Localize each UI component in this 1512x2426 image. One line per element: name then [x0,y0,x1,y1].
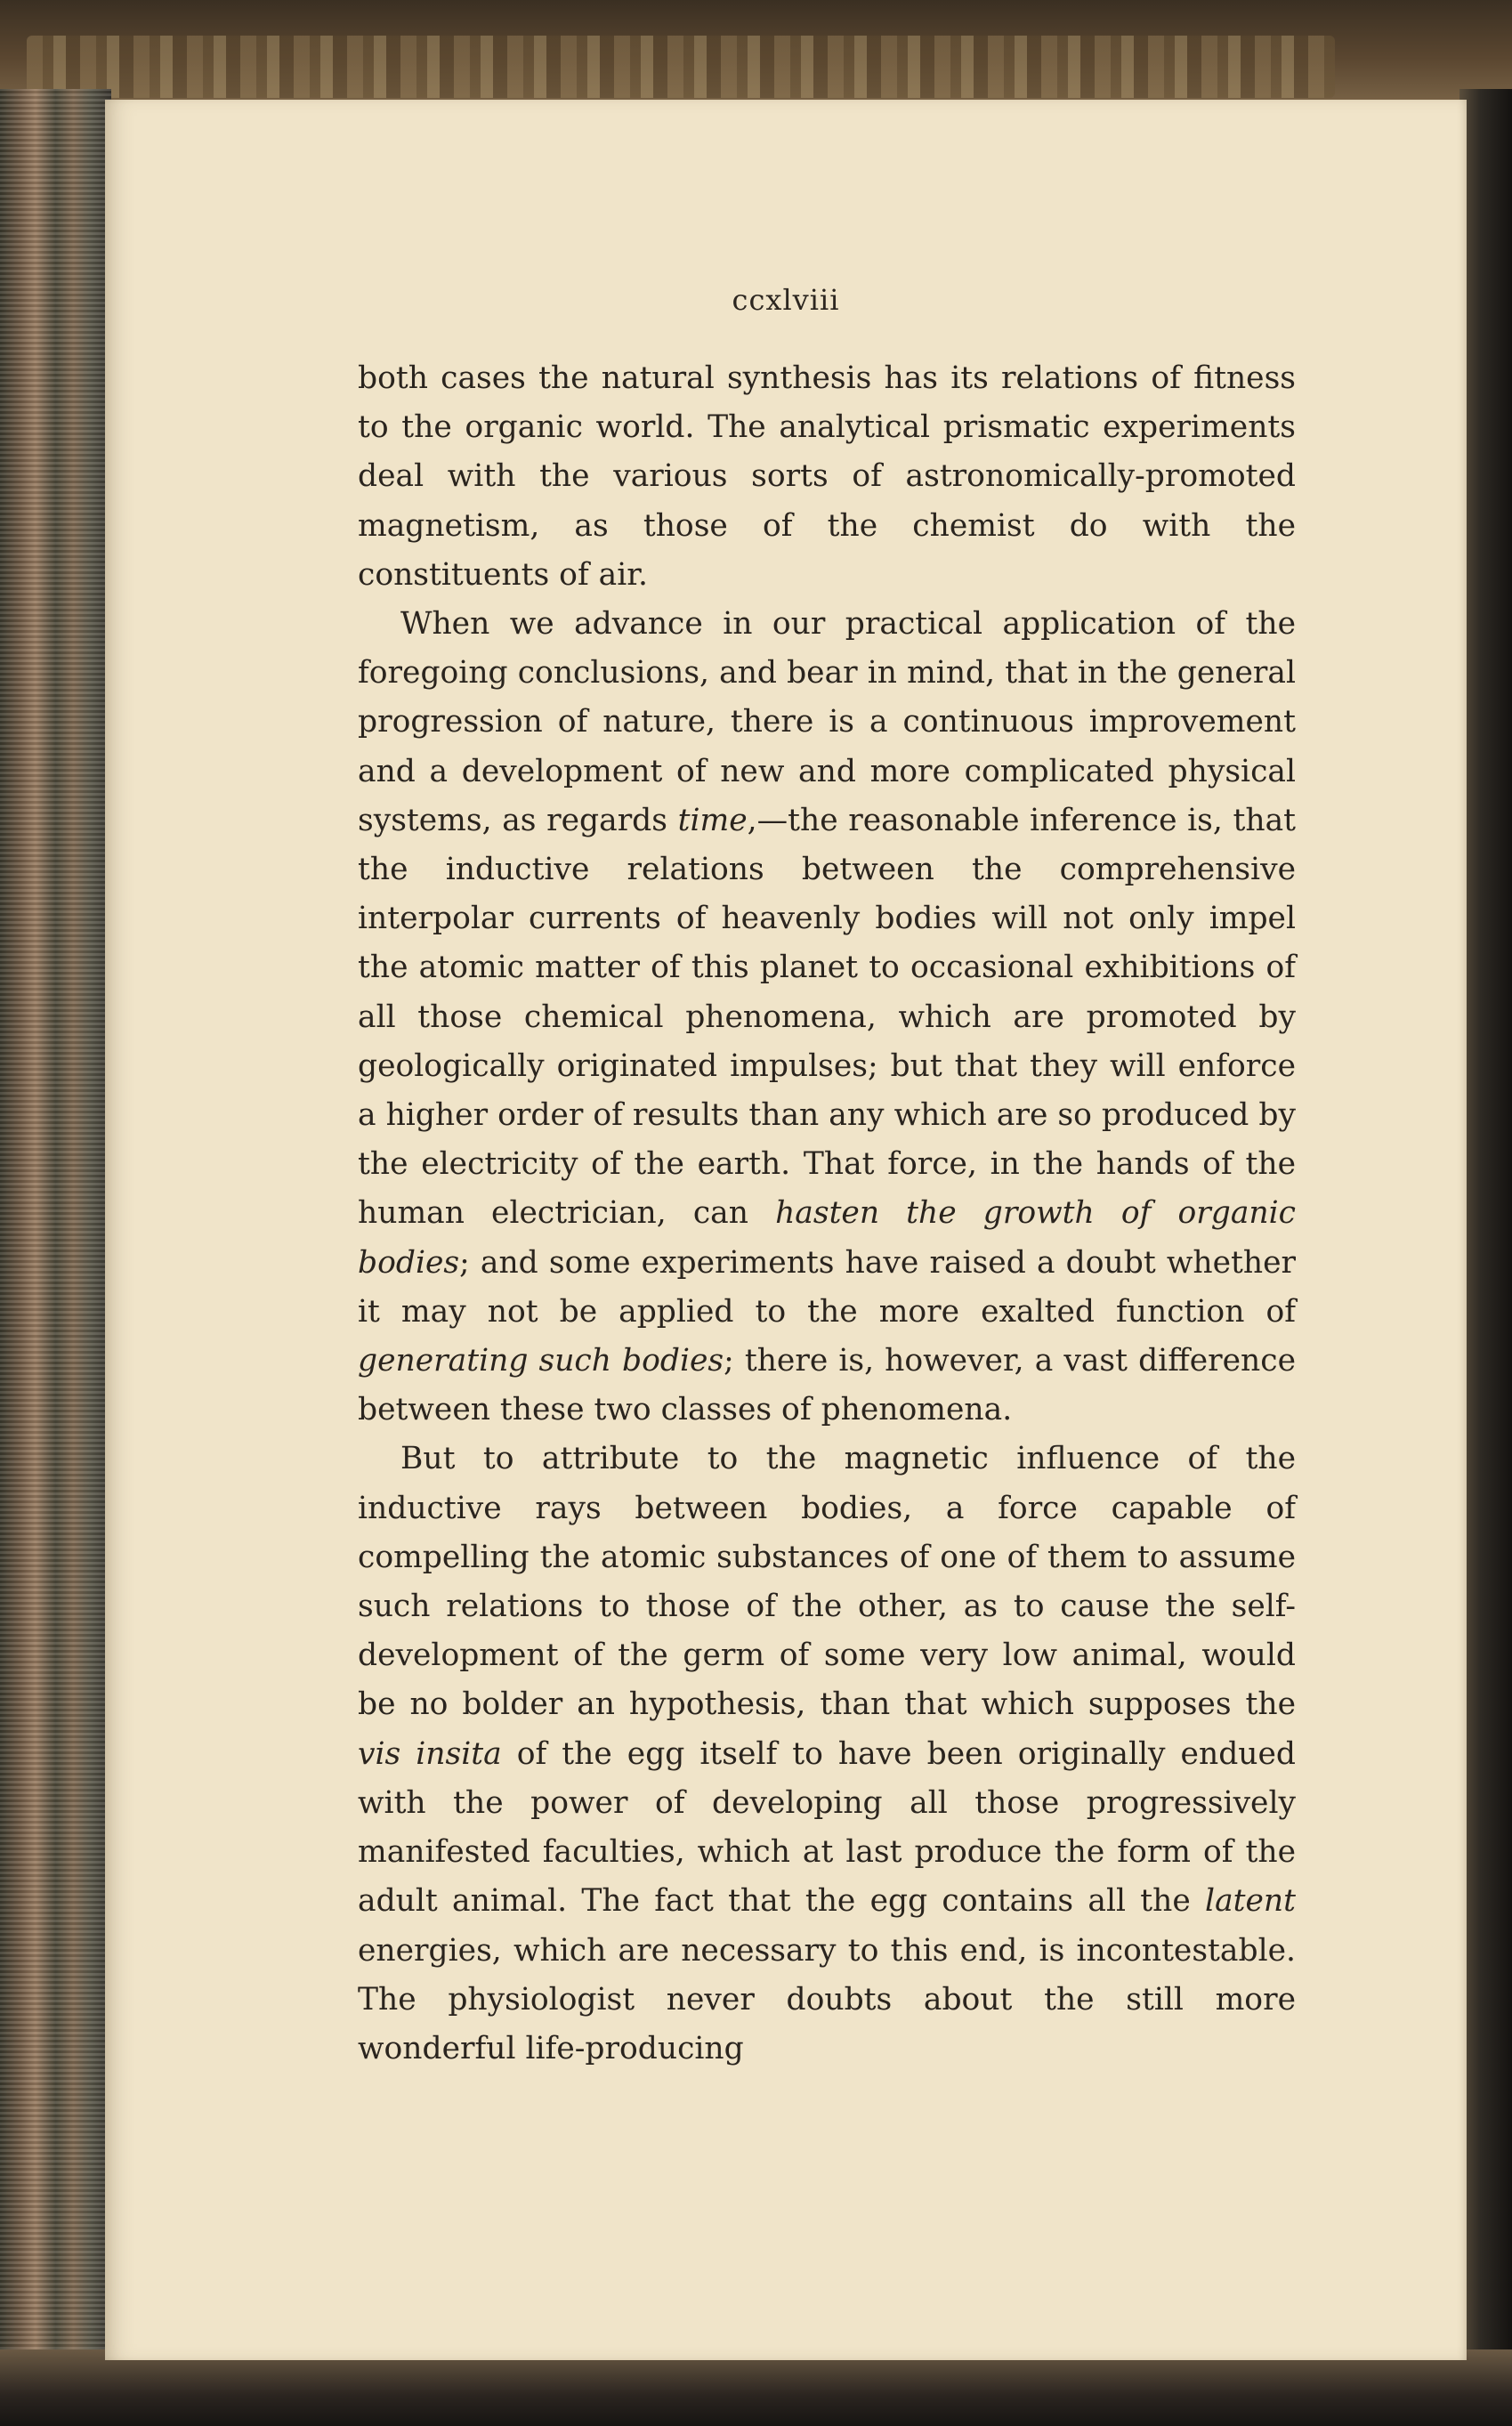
book-spine-edge [1459,89,1512,2426]
page-number-roman: ccxlviii [732,283,840,317]
text-run: energies, which are necessary to this end, is incontestable. The physiologist never doubts about the still more wonderful life-producing [358,1932,1296,2066]
text-run: ,—the reasonable inference is, that the inductive relations between the comprehensive interpolar currents of heavenly bodies will not only impel the atomic matter of this planet to occasional exhibitions of all those chemical phenomena, which are promoted by geologically originated impulses; but that they will enforce a higher order of results than any which are so produced by the electricity of the earth. That force, in the hands of the human electrician, can [358,802,1297,1232]
text-run: When we advance in our practical application of the foregoing conclusions, and bear in mind, that in the general progression of nature, there is a continuous improvement and a development of new and more complicated physical systems, as regards [358,606,1296,838]
italic-run: hasten the growth of organic bodies [358,1195,1296,1281]
paragraph-1 [358,354,1296,600]
italic-run: vis insita [358,1735,502,1772]
text-run: of the egg itself to have been originally endued with the power of developing all those progressively manifested faculties, which at last produce the form of the adult animal. The fact that the egg contains all the [358,1735,1297,1920]
italic-run: time [677,802,748,838]
text-run: ; there is, however, a vast difference between these two classes of phenomena. [358,1343,1296,1428]
paragraph-2 [358,600,1296,1435]
marbled-fore-edge [0,89,111,2403]
book-bottom-edge [0,2349,1512,2426]
body-text [358,354,1296,2074]
book-top-edge [0,0,1512,105]
italic-run: generating such bodies [358,1343,724,1379]
text-run: ; and some experiments have raised a doubt whether it may not be applied to the more exalted function of [358,1244,1296,1330]
paragraph-3 [358,1435,1296,2074]
text-run: both cases the natural synthesis has its relations of fitness to the organic world. The analytical prismatic experiments deal with the various sorts of astronomically-promoted magnetism, as those of the chemist do with the constituents of air. [358,360,1296,593]
gilt-ornament-band [27,36,1335,98]
text-run: But to attribute to the magnetic influence of the inductive rays between bodies, a force capable of compelling the atomic substances of one of them to assume such relations to those of the other, as to cause the self-development of the germ of some very low animal, would be no bolder an hypothesis, than that which supposes the [358,1441,1296,1723]
italic-run: latent [1205,1883,1296,1920]
